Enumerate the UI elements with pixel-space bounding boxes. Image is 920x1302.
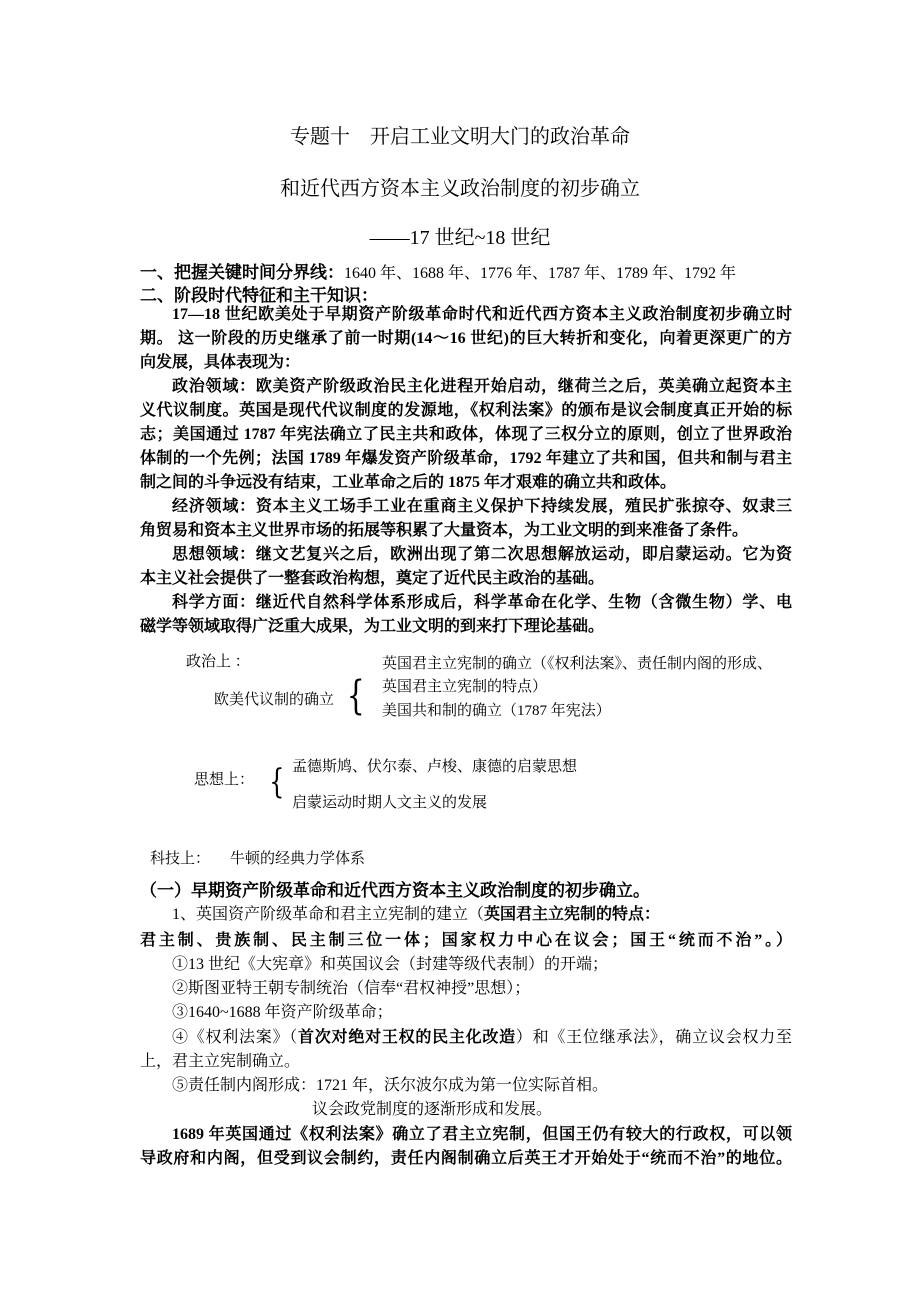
item-1-bold: 英国君主立宪制的特点： [484, 906, 661, 923]
thought-label: 思想上： [194, 772, 255, 788]
paragraph-line: 科学方面：继近代自然科学体系形成后，科学革命在化学、生物（含微生物）学、电 [172, 594, 792, 611]
section-1 [140, 258, 736, 283]
part-1-body [140, 903, 792, 1171]
brace-icon: { [269, 762, 285, 802]
thought-item: 启蒙运动时期人文主义的发展 [292, 795, 488, 811]
point-4 [140, 1026, 792, 1050]
paragraph-line: 17—18 世纪欧美处于早期资产阶级革命时代和近代西方资本主义政治制度初步确立时 [172, 306, 792, 323]
paragraph-line: 本主义社会提供了一整套政治构想，奠定了近代民主政治的基础。 [140, 570, 605, 587]
paragraph-line: 经济领域：资本主义工场手工业在重商主义保护下持续发展，殖民扩张掠夺、奴隶三 [172, 498, 792, 515]
paragraph-line: 向发展，具体表现为： [140, 354, 301, 371]
title-line-1: 专题十 开启工业文明大门的政治革命 [290, 126, 630, 148]
item-1-text: 1、英国资产阶级革命和君主立宪制的建立（ [172, 906, 485, 923]
point-2: ②斯图亚特王朝专制统治（信奉“君权神授”思想）； [172, 980, 531, 997]
section-2-label: 二、阶段时代特征和主干知识： [140, 286, 378, 305]
politics-item: 美国共和制的确立（1787 年宪法） [382, 703, 611, 719]
paragraph-line: 义代议制度。英国是现代代议制度的发源地，《权利法案》的颁布是议会制度真正开始的标 [140, 402, 792, 419]
politics-item: 英国君主立宪制的确立（《权利法案》、责任制内阁的形成、 [382, 656, 773, 672]
paragraph-line: 期。 这一阶段的历史继承了前一时期(14～16 世纪)的巨大转折和变化，向着更深更广的方 [140, 330, 792, 347]
overview-paragraphs [140, 303, 792, 639]
title-line-2: 和近代西方资本主义政治制度的初步确立 [280, 178, 640, 200]
summary-line-1: 1689 年英国通过《权利法案》确立了君主立宪制，但国王仍有较大的行政权，可以领 [172, 1126, 792, 1143]
point-5-sub: 议会政党制度的逐渐形成和发展。 [312, 1101, 553, 1118]
politics-group: 欧美代议制的确立 [214, 692, 335, 708]
point-1: ①13 世纪《大宪章》和英国议会（封建等级代表制）的开端； [172, 956, 609, 973]
politics-label: 政治上 ： [186, 654, 250, 670]
paragraph-line: 体制的一个先例；法国 1789 年爆发资产阶级革命，1792 年建立了共和国，但共和制与君主 [140, 450, 792, 467]
point-4-a: ④《权利法案》（ [172, 1029, 299, 1046]
summary-line-2: 导政府和内阁，但受到议会制约，责任内阁制确立后英王才开始处于“统而不治”的地位。 [140, 1150, 792, 1167]
point-4-line-2: 上，君主立宪制确立。 [140, 1053, 301, 1070]
point-4-bold: 首次对绝对王权的民主化改造 [298, 1029, 516, 1046]
section-1-label: 一、把握关键时间分界线： [140, 263, 344, 282]
point-3: ③1640~1688 年资产阶级革命； [172, 1004, 393, 1021]
paragraph-line: 制之间的斗争远没有结束，工业革命之后的 1875 年才艰难的确立共和政体。 [140, 474, 677, 491]
thought-item: 孟德斯鸠、伏尔泰、卢梭、康德的启蒙思想 [292, 759, 578, 775]
science-item: 牛顿的经典力学体系 [230, 851, 366, 867]
paragraph-line: 磁学等领域取得广泛重大成果，为工业文明的到来打下理论基础。 [140, 618, 605, 635]
part-1-heading: （一）早期资产阶级革命和近代西方资本主义政治制度的初步确立。 [140, 881, 650, 900]
section-1-dates: 1640 年、1688 年、1776 年、1787 年、1789 年、1792 年 [344, 265, 737, 282]
science-label: 科技上： [150, 851, 211, 867]
brace-icon: { [346, 673, 365, 719]
item-1-line-2: 君主制、贵族制、民主制三位一体；国家权力中心在议会；国王“统而不治”。） [140, 932, 792, 949]
title-line-3: ——17 世纪~18 世纪 [369, 227, 551, 249]
politics-item: 英国君主立宪制的特点） [382, 679, 548, 695]
point-4-b: ）和《王位继承法》，确立议会权力至 [515, 1029, 792, 1046]
paragraph-line: 角贸易和资本主义世界市场的拓展等积累了大量资本，为工业文明的到来准备了条件。 [140, 522, 749, 539]
point-5: ⑤责任制内阁形成：1721 年，沃尔波尔成为第一位实际首相。 [172, 1077, 609, 1094]
paragraph-line: 政治领域：欧美资产阶级政治民主化进程开始启动，继荷兰之后，英美确立起资本主 [172, 378, 792, 395]
paragraph-line: 志；美国通过 1787 年宪法确立了民主共和政体，体现了三权分立的原则，创立了世界政治 [140, 426, 792, 443]
item-1 [140, 903, 792, 927]
paragraph-line: 思想领域：继文艺复兴之后，欧洲出现了第二次思想解放运动，即启蒙运动。它为资 [172, 546, 792, 563]
